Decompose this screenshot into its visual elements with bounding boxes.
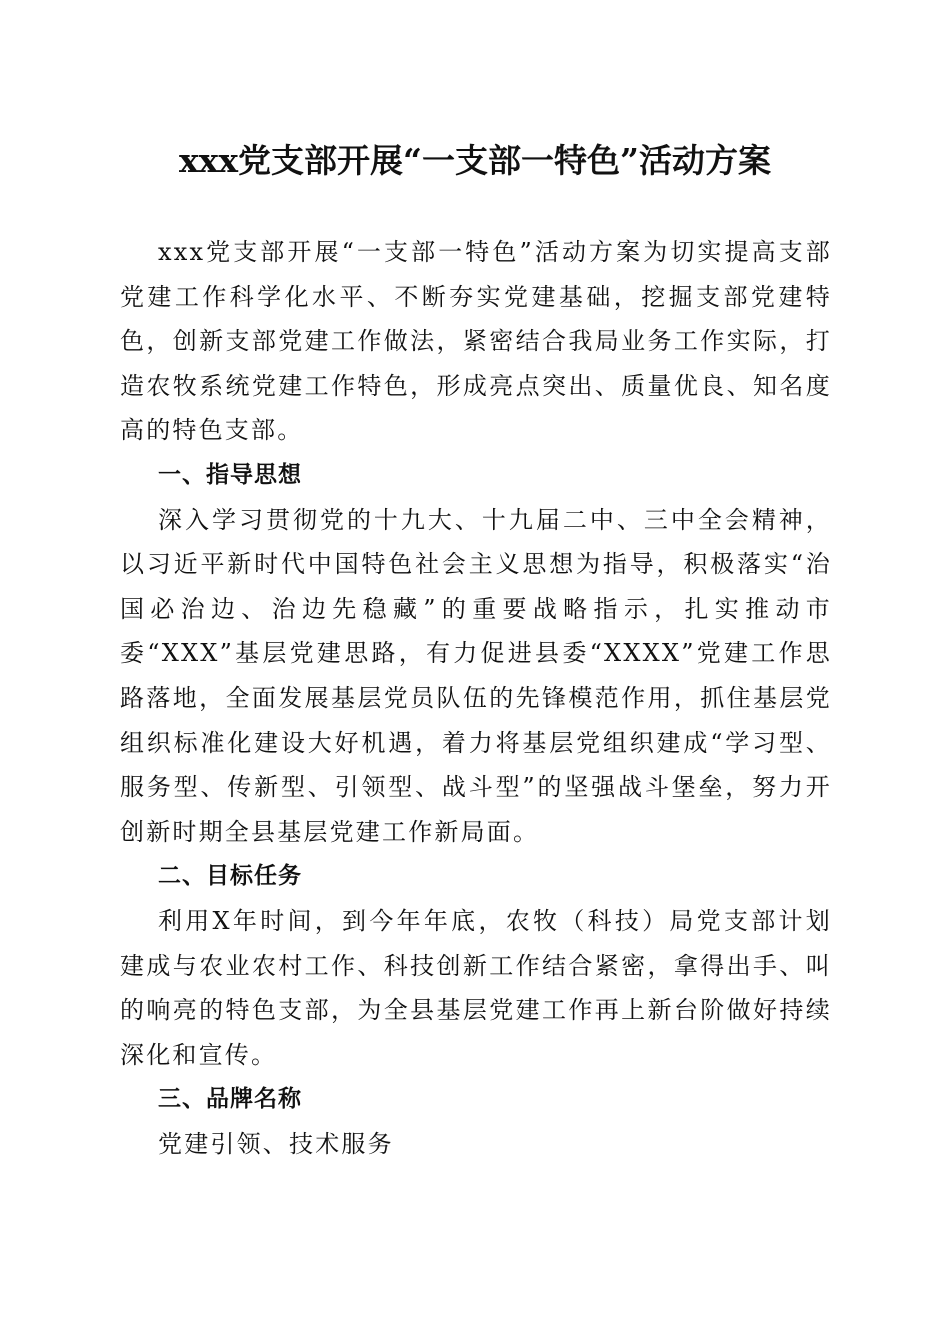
section-paragraph-guiding-ideology: 深入学习贯彻党的十九大、十九届二中、三中全会精神，以习近平新时代中国特色社会主义思想为指导，积极落实“治国必治边、治边先稳藏”的重要战略指示，扎实推动市委“XXX”基层党建思路，有力促进县委“XXXX”党建工作思路落地，全面发展基层党员队伍的先锋模范作用，抓住基层党组织标准化建设大好机遇，着力将基层党组织建成“学习型、服务型、传新型、引领型、战斗型”的坚强战斗堡垒，努力开创新时期全县基层党建工作新局面。 (120, 505, 832, 846)
section-heading-brand-name: 三、品牌名称 (158, 1086, 302, 1113)
document-body (120, 230, 832, 1166)
section-heading-guiding-ideology: 一、指导思想 (158, 461, 302, 488)
section-paragraph-goals-tasks: 利用X年时间，到今年年底，农牧（科技）局党支部计划建成与农业农村工作、科技创新工作结合紧密，拿得出手、叫的响亮的特色支部，为全县基层党建工作再上新台阶做好持续深化和宣传。 (120, 906, 832, 1069)
document-title: xxx党支部开展“一支部一特色”活动方案 (179, 141, 771, 180)
section-heading-goals-tasks: 二、目标任务 (158, 863, 302, 890)
intro-paragraph: xxx党支部开展“一支部一特色”活动方案为切实提高支部党建工作科学化水平、不断夯实党建基础，挖掘支部党建特色，创新支部党建工作做法，紧密结合我局业务工作实际，打造农牧系统党建工作特色，形成亮点突出、质量优良、知名度高的特色支部。 (120, 238, 832, 445)
section-paragraph-brand-name: 党建引领、技术服务 (158, 1129, 394, 1158)
